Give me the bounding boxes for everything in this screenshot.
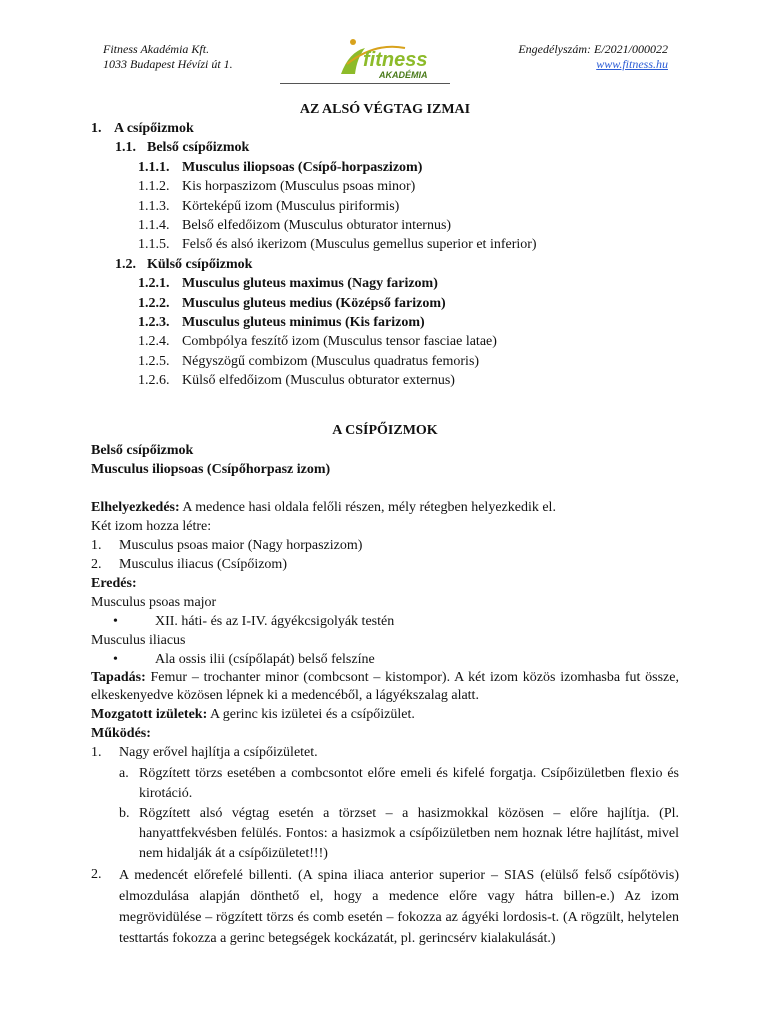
- logo-sub-text: AKADÉMIA: [379, 70, 428, 80]
- toc-item: 1.2.5. Négyszögű combizom (Musculus quadratus femoris): [138, 353, 480, 369]
- two-muscles-text: Két izom hozza létre:: [91, 518, 212, 534]
- toc-title: AZ ALSÓ VÉGTAG IZMAI: [299, 102, 471, 117]
- website-link[interactable]: www.fitness.hu: [596, 57, 668, 71]
- origin2-name: Musculus iliacus: [91, 632, 186, 648]
- origin1-bullet: • XII. háti- és az I-IV. ágyékcsigolyák testén: [113, 613, 395, 629]
- toc-item: 1.1.1. Musculus iliopsoas (Csípő-horpaszizom): [138, 159, 423, 175]
- toc-item: 1.1. Belső csípőizmok: [115, 140, 250, 156]
- insertion-paragraph: Tapadás: Femur – trochanter minor (combcsont – kistompor). A két izom közös izomhasba fut össze, elkeskenyedve közösen lépnek ki a medencéből, a lágyékszalag alatt.: [91, 669, 679, 703]
- section-subtitle: Belső csípőizmok: [91, 442, 194, 458]
- fitness-logo: [335, 34, 455, 84]
- company-name: Fitness Akadémia Kft.: [103, 42, 210, 56]
- header-divider: [280, 83, 450, 84]
- toc-item: 1.1.2. Kis horpaszizom (Musculus psoas minor): [138, 179, 416, 195]
- origin1-name: Musculus psoas major: [91, 594, 217, 610]
- location-paragraph: Elhelyezkedés: A medence hasi oldala felőli részen, mély rétegben helyezkedik el.: [91, 499, 556, 515]
- toc-item: 1.1.5. Felső és alsó ikerizom (Musculus gemellus superior et inferior): [138, 237, 537, 253]
- toc-item: 1.1.3. Körteképű izom (Musculus piriformis): [138, 198, 400, 214]
- license-number: Engedélyszám: E/2021/000022: [518, 42, 668, 56]
- function-item-1a: a. Rögzített törzs esetében a combcsontot előre emeli és kifelé forgatja. Csípőizületben flexio és kirotáció.: [119, 765, 679, 801]
- toc-item: 1.2.4. Combpólya feszítő izom (Musculus tensor fasciae latae): [138, 334, 497, 350]
- toc-item: 1.2.6. Külső elfedőizom (Musculus obturator externus): [138, 373, 455, 389]
- muscle-list-item: 2. Musculus iliacus (Csípőizom): [91, 556, 287, 572]
- toc-list: [91, 119, 679, 391]
- function-label: Működés:: [91, 725, 151, 741]
- toc-item: 1. A csípőizmok: [91, 121, 194, 136]
- logo-main-text: fitness: [363, 49, 428, 71]
- section-title: A CSÍPŐIZMOK: [332, 422, 438, 438]
- header-left: [103, 42, 233, 72]
- toc-item: 1.2.2. Musculus gluteus medius (Középső farizom): [138, 295, 446, 311]
- toc-item: 1.1.4. Belső elfedőizom (Musculus obturator internus): [138, 218, 452, 234]
- toc-item: 1.2.3. Musculus gluteus minimus (Kis farizom): [138, 315, 425, 331]
- function-item-1b: b. Rögzített alsó végtag esetén a törzset – a hasizmokkal közösen – előre hajlítja. (Pl. hanyattfekvésben felülés. Fontos: a hasizmok a csípőizületben nem hoznak létre hajlítást, mivel nem hidalják át a csípőizületet!!!): [119, 805, 679, 861]
- muscle-list-item: 1. Musculus psoas maior (Nagy horpaszizom): [91, 537, 363, 553]
- origin-label: Eredés:: [91, 575, 137, 591]
- toc-item: 1.2.1. Musculus gluteus maximus (Nagy farizom): [138, 276, 438, 292]
- company-address: 1033 Budapest Hévízi út 1.: [103, 57, 233, 71]
- function-item-1: 1. Nagy erővel hajlítja a csípőizületet.: [91, 744, 318, 760]
- origin2-bullet: • Ala ossis ilii (csípőlapát) belső felszíne: [113, 651, 375, 667]
- content: [91, 100, 679, 949]
- header-right: [518, 42, 668, 72]
- function-item-2: 2. A medencét előrefelé billenti. (A spina iliaca anterior superior – SIAS (elülső felső csípőtövis) elmozdulása alapján dönthető el, hogy a medence előre vagy hátra billen-e.) Az izom megrövidülése – rögzített törzs és comb esetén – fokozza az ágyéki lordosis-t. (A rögzült, helytelen testtartás fokozza a gerinc betegségek kockázatát, pl. gerincsérv kialakulását.): [91, 866, 679, 946]
- joints-paragraph: Mozgatott izületek: A gerinc kis izületei és a csípőizület.: [91, 706, 415, 722]
- toc-item: 1.2. Külső csípőizmok: [115, 256, 253, 272]
- muscle-heading: Musculus iliopsoas (Csípőhorpasz izom): [91, 461, 331, 477]
